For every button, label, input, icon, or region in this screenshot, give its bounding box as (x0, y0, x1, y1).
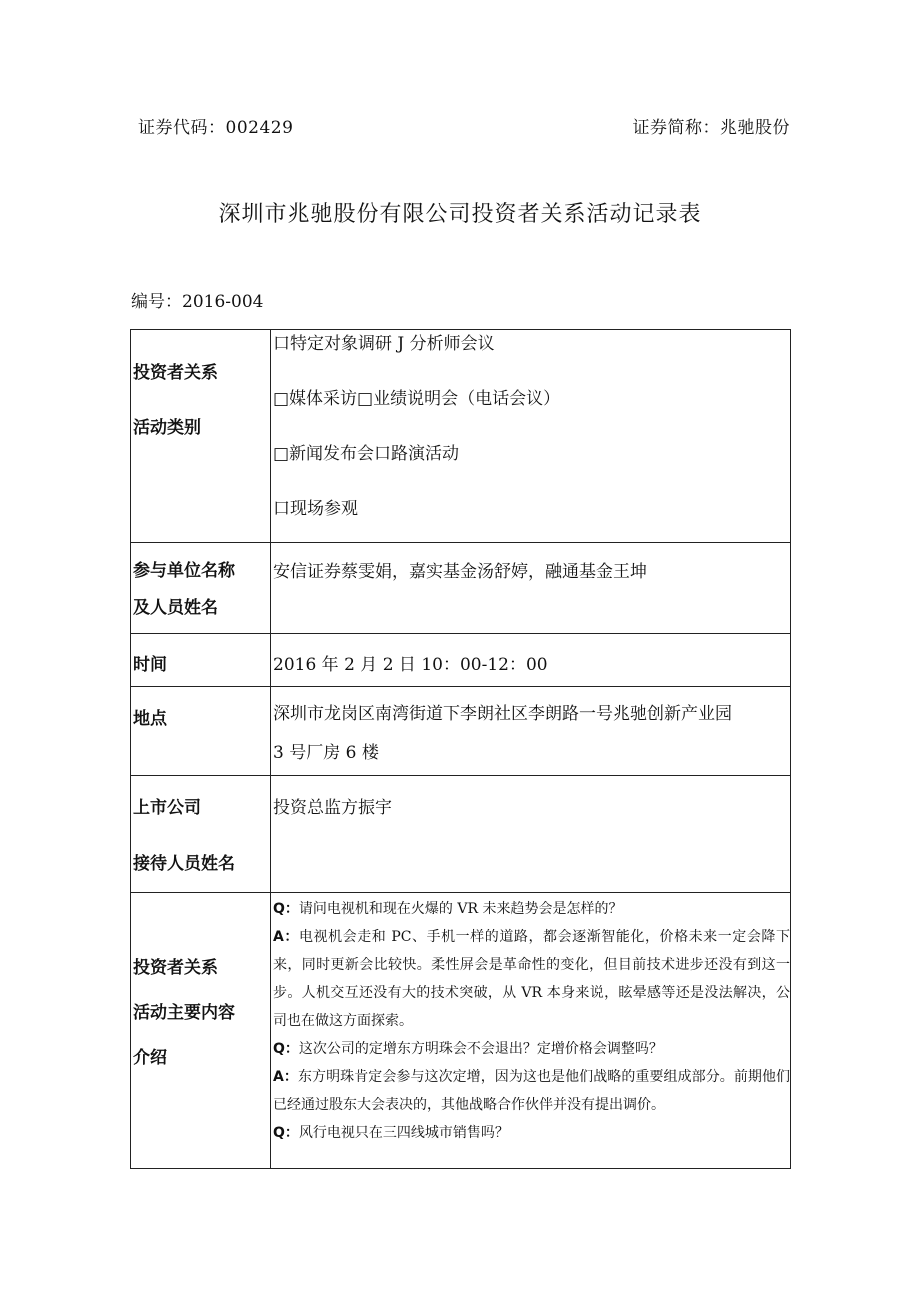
value-content (271, 893, 791, 1169)
label-activity-type-line2: 活动类别 (133, 418, 201, 438)
time-text: 2016 年 2 月 2 日 10：00-12：00 (273, 655, 548, 675)
label-content (131, 893, 271, 1169)
label-place-text: 地点 (133, 709, 167, 729)
label-content-line2: 活动主要内容 (133, 1003, 235, 1023)
label-content-line1: 投资者关系 (133, 958, 218, 978)
value-participants (271, 543, 791, 634)
label-reception-line2: 接待人员姓名 (133, 854, 235, 874)
value-time (271, 634, 791, 687)
activity-option-1: 口特定对象调研 J 分析师会议 (273, 334, 495, 354)
activity-option-2: □媒体采访□业绩说明会（电话会议） (273, 389, 561, 409)
row-reception (131, 776, 791, 893)
place-line1: 深圳市龙岗区南湾街道下李朗社区李朗路一号兆驰创新产业园 (273, 704, 732, 724)
label-reception (131, 776, 271, 893)
row-time (131, 634, 791, 687)
label-time (131, 634, 271, 687)
qa-item: Q：这次公司的定增东方明珠会不会退出？定增价格会调整吗？ (273, 1041, 663, 1057)
security-short-name: 证券简称：兆驰股份 (632, 118, 790, 138)
row-place (131, 687, 791, 776)
security-code: 证券代码：002429 (138, 118, 294, 138)
qa-item: Q：请问电视机和现在火爆的 VR 未来趋势会是怎样的？ (273, 901, 623, 917)
label-reception-line1: 上市公司 (133, 798, 201, 818)
qa-item: A：东方明珠肯定会参与这次定增，因为这也是他们战略的重要组成部分。前期他们已经通过股东大会表决的，其他战略合作伙伴并没有提出调价。 (273, 1069, 791, 1113)
label-content-line3: 介绍 (133, 1048, 167, 1068)
label-participants (131, 543, 271, 634)
label-participants-line2: 及人员姓名 (133, 598, 218, 618)
row-participants (131, 543, 791, 634)
value-activity-type (271, 330, 791, 543)
activity-option-3: □新闻发布会口路演活动 (273, 444, 460, 464)
label-activity-type-line1: 投资者关系 (133, 363, 218, 383)
value-place (271, 687, 791, 776)
document-number: 编号：2016-004 (131, 292, 264, 312)
qa-item: Q：风行电视只在三四线城市销售吗？ (273, 1125, 509, 1141)
qa-item: A：电视机会走和 PC、手机一样的道路，都会逐渐智能化，价格未来一定会降下来，同时更新会比较快。柔性屏会是革命性的变化，但目前技术进步还没有到这一步。人机交互还没有大的技术突破，从 VR 本身来说，眩晕感等还是没法解决，公司也在做这方面探索。 (273, 929, 790, 1029)
row-activity-type (131, 330, 791, 543)
reception-text: 投资总监方振宇 (273, 798, 392, 818)
record-table (130, 329, 791, 1169)
label-activity-type (131, 330, 271, 543)
document-title: 深圳市兆驰股份有限公司投资者关系活动记录表 (218, 202, 702, 227)
place-line2: 3 号厂房 6 楼 (273, 743, 379, 763)
label-participants-line1: 参与单位名称 (133, 561, 235, 581)
participants-text: 安信证券蔡雯娟，嘉实基金汤舒婷，融通基金王坤 (273, 562, 647, 582)
activity-option-4: 口现场参观 (273, 499, 358, 519)
row-content (131, 893, 791, 1169)
label-place (131, 687, 271, 776)
value-reception (271, 776, 791, 893)
label-time-text: 时间 (133, 655, 167, 675)
